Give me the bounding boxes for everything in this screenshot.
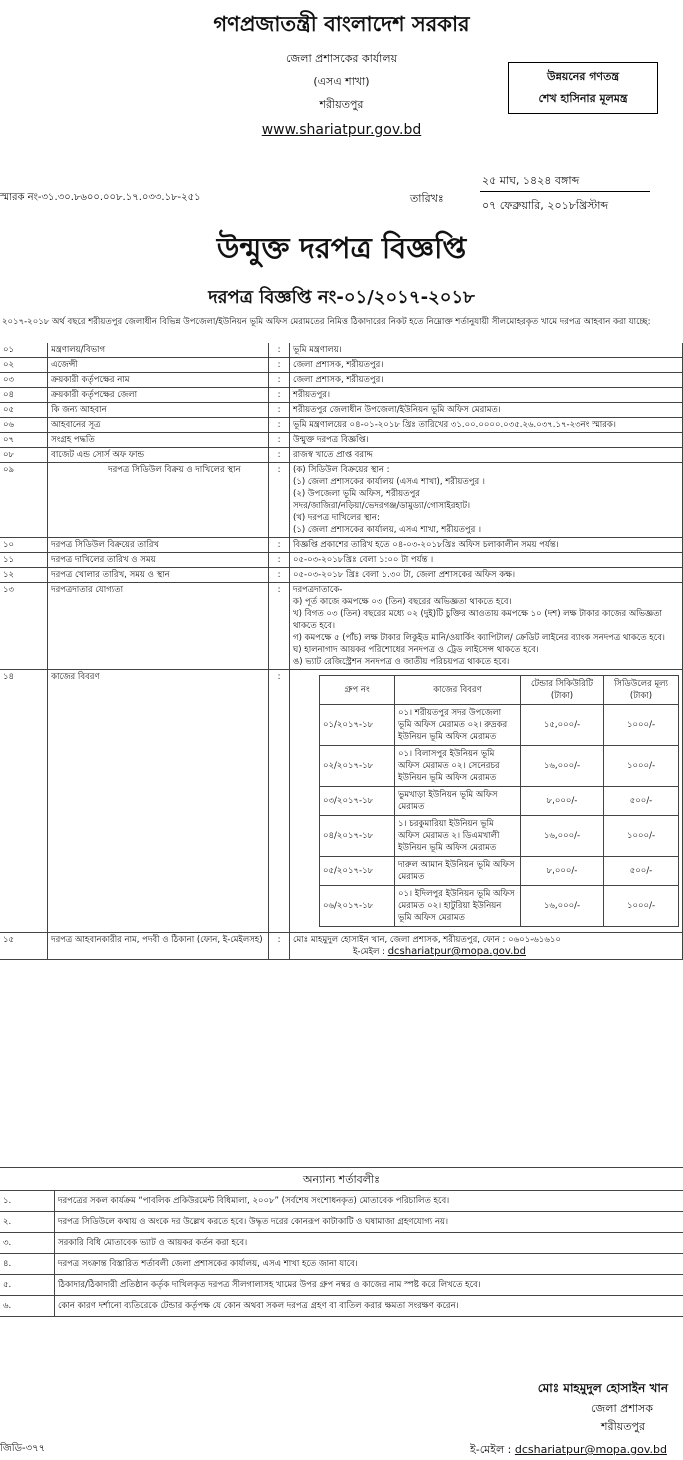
row-value: শরীয়তপুর।	[290, 388, 683, 403]
value-line: (২) উপজেলা ভূমি অফিস, শরীয়তপুর	[293, 488, 679, 500]
row-colon: :	[269, 670, 290, 933]
term-number: ৪.	[0, 1254, 55, 1275]
row-colon: :	[269, 343, 290, 358]
row-label: দরপত্র আহবানকারীর নাম, পদবী ও ঠিকানা (ফোন, ই-মেইলসহ)	[48, 933, 269, 960]
footer-code: জিডি-৩৭৭	[0, 1441, 45, 1458]
schedule-price: ৫০০/-	[604, 787, 679, 816]
schedule-price: ৫০০/-	[604, 857, 679, 886]
work-description: ১। চরকুমারিয়া ইউনিয়ন ভূমি অফিস মেরামত ২। ডিএমখালী ইউনিয়ন ভূমি অফিস মেরামত	[395, 816, 521, 857]
row-value: শরীয়তপুর জেলাধীন উপজেলা/ইউনিয়ন ভূমি অফিস মেরামত।	[290, 403, 683, 418]
term-row	[0, 1275, 683, 1296]
table-row	[0, 933, 683, 960]
signatory-designation: জেলা প্রশাসক	[591, 1400, 653, 1419]
row-colon: :	[269, 418, 290, 433]
table-row	[0, 448, 683, 463]
group-number: ০৬/২০১৭-১৮	[320, 886, 395, 927]
row-colon: :	[269, 358, 290, 373]
table-row	[0, 553, 683, 568]
branch-name: (এসএ শাখা)	[0, 73, 683, 92]
value-line: খ) বিগত ০৩ (তিন) বছরের মধ্যে ০২ (দুই)টি চুক্তির আওতায় কমপক্ষে ১০ (দশ) লক্ষ টাকার কাজের অভিজ্ঞতা থাকতে হবে।	[293, 608, 679, 632]
row-value: উন্মুক্ত দরপত্র বিজ্ঞপ্তি।	[290, 433, 683, 448]
slogan-line-2: শেখ হাসিনার মূলমন্ত্র	[509, 88, 657, 110]
schedule-price: ১০০০/-	[604, 705, 679, 746]
table-row	[0, 568, 683, 583]
slogan-line-1: উন্নয়নের গণতন্ত্র	[509, 66, 657, 88]
value-line: (ক) সিডিউল বিক্রয়ের স্থান :	[293, 464, 679, 476]
date-divider	[480, 191, 650, 192]
date-bangla: ২৫ মাঘ, ১৪২৪ বঙ্গাব্দ	[482, 172, 579, 191]
term-number: ২.	[0, 1212, 55, 1233]
term-text: ঠিকাদার/ঠিকাদারী প্রতিষ্ঠান কর্তৃক দাখিলকৃত দরপত্র সীলগালাসহ খামের উপর গ্রুপ নম্বর ও কাজের নাম স্পষ্ট করে লিখতে হবে।	[55, 1275, 683, 1296]
row-number: ০৮	[0, 448, 48, 463]
header-price: সিডিউলের মূল্য (টাকা)	[604, 676, 679, 705]
row-label: দরপত্র সিডিউল বিক্রয় ও দাখিলের স্থান	[48, 463, 269, 538]
tender-security: ৮,০০০/-	[521, 857, 604, 886]
term-row	[0, 1233, 683, 1254]
value-line: দরপত্রদাতাকে-	[293, 584, 679, 596]
row-label: আহবানের সূত্র	[48, 418, 269, 433]
work-row	[320, 746, 679, 787]
footer-email-link[interactable]: dcshariatpur@mopa.gov.bd	[515, 1443, 667, 1456]
table-row	[0, 433, 683, 448]
row-label: দরপত্রদাতার যোগ্যতা	[48, 583, 269, 670]
term-row	[0, 1254, 683, 1275]
table-row	[0, 403, 683, 418]
row-value: ০৫-০৩-২০১৮খ্রিঃ বেলা ১:০০ টা পর্যন্ত ।	[290, 553, 683, 568]
work-description: দারুল আমান ইউনিয়ন ভূমি অফিস মেরামত	[395, 857, 521, 886]
term-text: কোন কারণ দর্শানো ব্যতিরেকে টেন্ডার কর্তৃপক্ষ যে কোন অথবা সকল দরপত্র গ্রহণ বা বাতিল করার ক্ষমতা সংরক্ষণ করেন।	[55, 1296, 683, 1317]
value-line: (১) জেলা প্রশাসকের কার্যালয় (এসএ শাখা), শরীয়তপুর ।	[293, 476, 679, 488]
row-colon: :	[269, 463, 290, 538]
term-text: দরপত্র সিডিউলে কথায় ও অংকে দর উল্লেখ করতে হবে। উদ্ধৃত দরের কোনরূপ কাটাকাটি ও ঘষামাজা গ্রহণযোগ্য নয়।	[55, 1212, 683, 1233]
date-english: ০৭ ফেব্রুয়ারি, ২০১৮খ্রিস্টাব্দ	[482, 197, 608, 216]
row-number: ১৫	[0, 933, 48, 960]
row-number: ১১	[0, 553, 48, 568]
date-label: তারিখঃ	[410, 190, 444, 209]
group-number: ০৩/২০১৭-১৮	[320, 787, 395, 816]
notice-number: দরপত্র বিজ্ঞপ্তি নং-০১/২০১৭-২০১৮	[0, 283, 683, 314]
row-value	[290, 670, 683, 933]
row-label: মন্ত্রণালয়/বিভাগ	[48, 343, 269, 358]
row-value	[290, 463, 683, 538]
term-text: দরপত্রের সকল কার্যক্রম “পাবলিক প্রকিউরমেন্ট বিধিমালা, ২০০৮” (সর্বশেষ সংশোধনকৃত) মোতাবেক পরিচালিত হবে।	[55, 1191, 683, 1212]
row-colon: :	[269, 373, 290, 388]
table-row	[0, 538, 683, 553]
row-number: ০১	[0, 343, 48, 358]
tender-security: ১৬,০০০/-	[521, 886, 604, 927]
row-value: রাজস্ব খাতে প্রাপ্ত বরাদ্দ	[290, 448, 683, 463]
work-row	[320, 787, 679, 816]
work-row	[320, 857, 679, 886]
table-row	[0, 670, 683, 933]
row-label: দরপত্র খোলার তারিখ, সময় ও স্থান	[48, 568, 269, 583]
row-label: এজেন্সী	[48, 358, 269, 373]
office-name: জেলা প্রশাসকের কার্যালয়	[0, 50, 683, 69]
row-number: ০৯	[0, 463, 48, 538]
row-label: দরপত্র দাখিলের তারিখ ও সময়	[48, 553, 269, 568]
value-line: ক) পূর্ত কাজে কমপক্ষে ০৩ (তিন) বছরের অভিজ্ঞতা থাকতে হবে।	[293, 596, 679, 608]
row-number: ১০	[0, 538, 48, 553]
row-colon: :	[269, 933, 290, 960]
group-number: ০২/২০১৭-১৮	[320, 746, 395, 787]
value-line: (খ) দরপত্র দাখিলের স্থান:	[293, 512, 679, 524]
work-table-header	[320, 676, 679, 705]
value-line: মোঃ মাহমুদুল হোসাইন খান, জেলা প্রশাসক, শরীয়তপুর, ফোন : ০৬০১-৬১৬১০	[293, 934, 679, 946]
row-label: ক্রয়কারী কর্তৃপক্ষের নাম	[48, 373, 269, 388]
value-line: (১) জেলা প্রশাসকের কার্যালয়, এসএ শাখা, শরীয়তপুর ।	[293, 524, 679, 536]
row-label: দরপত্র সিডিউল বিক্রয়ের তারিখ	[48, 538, 269, 553]
header-security: টেন্ডার সিকিউরিটি (টাকা)	[521, 676, 604, 705]
value-line: গ) কমপক্ষে ৫ (পাঁচ) লক্ষ টাকার লিকুইড মানি/ওয়ার্কিং ক্যাপিটাল/ ক্রেডিট লাইনের ব্যাংক সনদপত্র থাকতে হবে।	[293, 632, 679, 644]
footer-email	[470, 1441, 667, 1460]
work-description: ০১। শরীয়তপুর সদর উপজেলা ভূমি অফিস মেরামত ০২। রুদ্রকর ইউনিয়ন ভূমি অফিস মেরামত	[395, 705, 521, 746]
row-number: ১৪	[0, 670, 48, 933]
work-description-table	[319, 675, 679, 927]
group-number: ০৪/২০১৭-১৮	[320, 816, 395, 857]
row-colon: :	[269, 433, 290, 448]
value-line: সদর/জাজিরা/নড়িয়া/ভেদরগঞ্জ/ডামুড্যা/গোসাইরহাট।	[293, 500, 679, 512]
group-number: ০১/২০১৭-১৮	[320, 705, 395, 746]
other-terms-heading: অন্যান্য শর্তাবলীঃ	[0, 1171, 683, 1190]
schedule-price: ১০০০/-	[604, 746, 679, 787]
row-label: সংগ্রহ পদ্ধতি	[48, 433, 269, 448]
signatory-place: শরীয়তপুর	[601, 1418, 645, 1437]
signatory-name: মোঃ মাহমুদুল হোসাইন খান	[538, 1380, 668, 1400]
tender-details-table	[0, 343, 683, 960]
work-row	[320, 886, 679, 927]
row-number: ০৪	[0, 388, 48, 403]
term-row	[0, 1212, 683, 1233]
slogan-box	[508, 62, 658, 114]
row-number: ০৫	[0, 403, 48, 418]
row-value: জেলা প্রশাসক, শরীয়তপুর।	[290, 373, 683, 388]
row-value	[290, 933, 683, 960]
row-colon: :	[269, 403, 290, 418]
table-row	[0, 463, 683, 538]
header-group-no: গ্রুপ নং	[320, 676, 395, 705]
work-row	[320, 705, 679, 746]
tender-security: ১৬,০০০/-	[521, 816, 604, 857]
table-row	[0, 373, 683, 388]
row-number: ০৭	[0, 433, 48, 448]
term-text: সরকারি বিধি মোতাবেক ভ্যাট ও আয়কর কর্তন করা হবে।	[55, 1233, 683, 1254]
notice-intro: ২০১৭-২০১৮ অর্থ বছরে শরীয়তপুর জেলাধীন বিভিন্ন উপজেলা/ইউনিয়ন ভূমি অফিস মেরামতের নিমিত্ত ঠিকাদারের নিকট হতে নিম্নোক্ত শর্তানুযায়ী সীলমোহরকৃত খামে দরপত্র আহবান করা যাচ্ছে:	[2, 316, 678, 328]
notice-title: উন্মুক্ত দরপত্র বিজ্ঞপ্তি	[0, 226, 683, 275]
work-row	[320, 816, 679, 857]
row-number: ০৩	[0, 373, 48, 388]
row-colon: :	[269, 583, 290, 670]
table-row	[0, 358, 683, 373]
value-line: ঘ) হালনাগাদ আয়কর পরিশোধের সনদপত্র ও ট্রেড লাইসেন্স থাকতে হবে।	[293, 644, 679, 656]
email-line	[293, 946, 679, 958]
group-number: ০৫/২০১৭-১৮	[320, 857, 395, 886]
term-row	[0, 1191, 683, 1212]
row-value: জেলা প্রশাসক, শরীয়তপুর।	[290, 358, 683, 373]
table-row	[0, 388, 683, 403]
table-row	[0, 343, 683, 358]
term-number: ৬.	[0, 1296, 55, 1317]
row-colon: :	[269, 568, 290, 583]
work-description: ০১। বিলাসপুর ইউনিয়ন ভূমি অফিস মেরামত ০২। সেনেরচর ইউনিয়ন ভূমি অফিস মেরামত	[395, 746, 521, 787]
row-colon: :	[269, 388, 290, 403]
row-value: ০৫-০৩-২০১৮ খ্রিঃ বেলা ১.৩০ টা, জেলা প্রশাসকের অফিস কক্ষ।	[290, 568, 683, 583]
email-label: ই-মেইল :	[353, 947, 385, 957]
footer-email-label: ই-মেইল :	[470, 1443, 511, 1456]
row-number: ১২	[0, 568, 48, 583]
term-text: দরপত্র সংক্রান্ত বিস্তারিত শর্তাবলী জেলা প্রশাসকের কার্যালয়, এসএ শাখা হতে জানা যাবে।	[55, 1254, 683, 1275]
term-number: ১.	[0, 1191, 55, 1212]
row-label: কাজের বিবরণ	[48, 670, 269, 933]
row-colon: :	[269, 538, 290, 553]
row-value: ভূমি মন্ত্রণালয়ের ০৪-০১-২০১৮ খ্রিঃ তারিখের ৩১.০০.০০০০.০৩৫.২৬.০৩৭.১৭-২৩নং স্মারক।	[290, 418, 683, 433]
table-row	[0, 583, 683, 670]
row-label: বাজেট এন্ড সোর্স অফ ফান্ড	[48, 448, 269, 463]
website-link[interactable]: www.shariatpur.gov.bd	[0, 122, 683, 138]
memo-number: স্মারক নং-৩১.৩০.৮৬০০.০০৮.১৭.০৩৩.১৮-২৫১	[0, 190, 201, 207]
row-number: ০৬	[0, 418, 48, 433]
term-row	[0, 1296, 683, 1317]
email-link[interactable]: dcshariatpur@mopa.gov.bd	[388, 946, 526, 957]
work-description: ভুমখাড়া ইউনিয়ন ভূমি অফিস মেরামত	[395, 787, 521, 816]
row-colon: :	[269, 448, 290, 463]
row-label: কি জন্য আহবান	[48, 403, 269, 418]
tender-security: ১৫,০০০/-	[521, 705, 604, 746]
work-description: ০১। ইদিলপুর ইউনিয়ন ভূমি অফিস মেরামত ০২। হাটুরিয়া ইউনিয়ন ভূমি অফিস মেরামত	[395, 886, 521, 927]
row-colon: :	[269, 553, 290, 568]
tender-security: ১৬,০০০/-	[521, 746, 604, 787]
government-title: গণপ্রজাতন্ত্রী বাংলাদেশ সরকার	[0, 8, 683, 43]
tender-security: ৮,০০০/-	[521, 787, 604, 816]
section-divider	[0, 1167, 683, 1168]
term-number: ৫.	[0, 1275, 55, 1296]
row-value: ভূমি মন্ত্রণালয়।	[290, 343, 683, 358]
schedule-price: ১০০০/-	[604, 816, 679, 857]
header-description: কাজের বিবরণ	[395, 676, 521, 705]
district-name: শরীয়তপুর	[0, 96, 683, 115]
table-row	[0, 418, 683, 433]
row-value	[290, 583, 683, 670]
schedule-price: ১০০০/-	[604, 886, 679, 927]
term-number: ৩.	[0, 1233, 55, 1254]
row-label: ক্রয়কারী কর্তৃপক্ষের জেলা	[48, 388, 269, 403]
value-line: ঙ) ভ্যাট রেজিস্ট্রেশন সনদপত্র ও জাতীয় পরিচয়পত্র থাকতে হবে।	[293, 656, 679, 668]
row-number: ০২	[0, 358, 48, 373]
other-terms-table	[0, 1190, 683, 1317]
row-number: ১৩	[0, 583, 48, 670]
row-value: বিজ্ঞপ্তি প্রকাশের তারিখ হতে ০৪-০৩-২০১৮খ্রিঃ অফিস চলাকালীন সময় পর্যন্ত।	[290, 538, 683, 553]
